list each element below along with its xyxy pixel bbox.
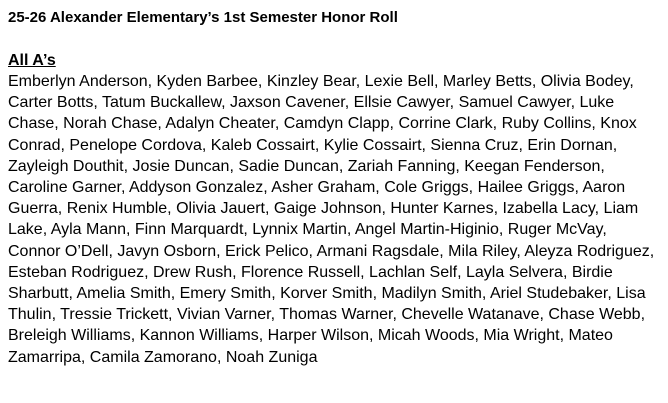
student-name-list: Emberlyn Anderson, Kyden Barbee, Kinzley Bear, Lexie Bell, Marley Betts, Olivia Bodey, Carter Botts, Tatum Buckallew, Jaxson Cavener, Ellsie Cawyer, Samuel Cawyer, Luke Chase, Norah Chase, Adalyn Cheater, Camdyn Clapp, Corrine Clark, Ruby Collins, Knox Conrad, Penelope Cordova, Kaleb Cossairt, Kylie Cossairt, Sienna Cruz, Erin Dornan, Zayleigh Douthit, Josie Duncan, Sadie Duncan, Zariah Fanning, Keegan Fenderson, Caroline Garner, Addyson Gonzalez, Asher Graham, Cole Griggs, Hailee Griggs, Aaron Guerra, Renix Humble, Olivia Jauert, Gaige Johnson, Hunter Karnes, Izabella Lacy, Liam Lake, Ayla Mann, Finn Marquardt, Lynnix Martin, Angel Martin-Higinio, Ruger McVay, Connor O’Dell, Javyn Osborn, Erick Pelico, Armani Ragsdale, Mila Riley, Aleyza Rodriguez, Esteban Rodriguez, Drew Rush, Florence Russell, Lachlan Self, Layla Selvera, Birdie Sharbutt, Amelia Smith, Emery Smith, Korver Smith, Madilyn Smith, Ariel Studebaker, Lisa Thulin, Tressie Trickett, Vivian Varner, Thomas Warner, Chevelle Watanave, Chase Webb, Breleigh Williams, Kannon Williams, Harper Wilson, Micah Woods, Mia Wright, Mateo Zamarripa, Camila Zamorano, Noah Zuniga xyxy=(8,73,655,366)
honor-roll-section-all-as xyxy=(8,51,658,368)
document-body xyxy=(8,8,658,368)
page-title: 25-26 Alexander Elementary’s 1st Semester Honor Roll xyxy=(8,9,398,26)
section-heading: All A’s xyxy=(8,52,56,69)
